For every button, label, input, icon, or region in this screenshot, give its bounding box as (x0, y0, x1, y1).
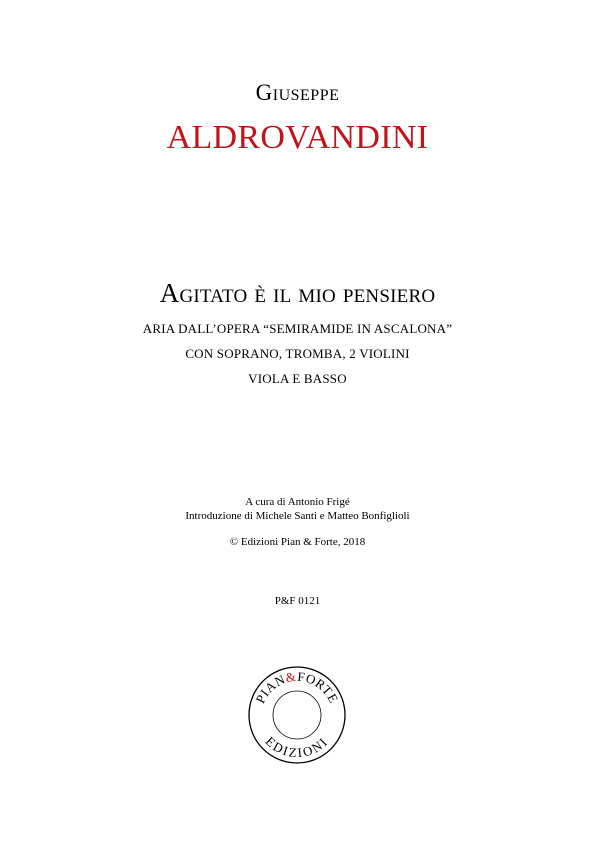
logo-inner-ring (273, 691, 321, 739)
copyright-notice: © Edizioni Pian & Forte, 2018 (229, 536, 366, 548)
publisher-logo (247, 665, 347, 765)
composer-last-name: ALDROVANDINI (166, 119, 429, 156)
catalog-number: P&F 0121 (274, 595, 321, 607)
editor-credit: A cura di Antonio Frigé (245, 496, 350, 508)
subtitle-line-2: CON SOPRANO, TROMBA, 2 VIOLINI (185, 346, 410, 361)
introduction-credit: Introduzione di Michele Santi e Matteo Bonfiglioli (185, 510, 410, 522)
logo-top-text: PIAN&FORTE (252, 668, 342, 706)
subtitle-line-1: ARIA DALL’OPERA “SEMIRAMIDE IN ASCALONA” (142, 321, 453, 336)
logo-bottom-text: EDIZIONI (262, 733, 332, 761)
subtitle-line-3: VIOLA E BASSO (248, 371, 347, 386)
work-title: Agitato è il mio pensiero (159, 278, 436, 308)
composer-first-name: Giuseppe (255, 80, 340, 105)
